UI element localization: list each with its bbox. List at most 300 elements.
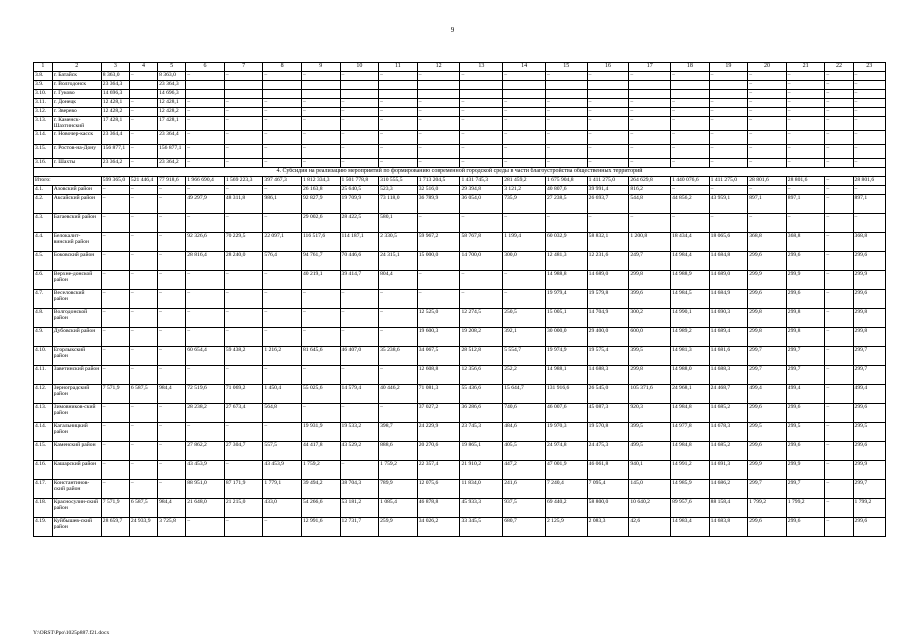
value-cell bbox=[545, 90, 587, 99]
value-cell: – bbox=[379, 99, 418, 108]
value-cell: 14 991,2 bbox=[671, 461, 710, 480]
value-cell: – bbox=[129, 347, 157, 366]
value-cell: 73 118,0 bbox=[379, 195, 418, 214]
value-cell: – bbox=[158, 366, 186, 385]
value-cell: 14 690,3 bbox=[709, 309, 748, 328]
total-value-cell: 1 501 778,8 bbox=[340, 177, 379, 186]
value-cell: 299,9 bbox=[748, 271, 787, 290]
row-number-cell: 4.14. bbox=[34, 423, 53, 442]
value-cell: – bbox=[379, 159, 418, 168]
value-cell: 399,6 bbox=[629, 290, 671, 309]
value-cell: 14 689,4 bbox=[709, 328, 748, 347]
value-cell: 937,5 bbox=[503, 499, 546, 518]
value-cell: – bbox=[158, 252, 186, 271]
value-cell: 7 571,9 bbox=[101, 385, 129, 404]
territory-name-cell: Красносулин-ский район bbox=[52, 499, 101, 518]
column-number-cell: 4 bbox=[129, 63, 157, 72]
total-value-cell: 28 801,6 bbox=[748, 177, 787, 186]
value-cell: 47 001,9 bbox=[545, 461, 587, 480]
value-cell: 87 171,9 bbox=[224, 480, 263, 499]
value-cell: 299,6 bbox=[786, 290, 825, 309]
value-cell: 14 989,2 bbox=[671, 328, 710, 347]
value-cell: – bbox=[224, 159, 263, 168]
value-cell: – bbox=[460, 131, 503, 145]
value-cell: 43 529,2 bbox=[340, 442, 379, 461]
value-cell: – bbox=[786, 214, 825, 233]
value-cell: 156 877,1 bbox=[101, 145, 129, 159]
value-cell: 14 691,3 bbox=[709, 461, 748, 480]
value-cell: 45 087,3 bbox=[587, 404, 629, 423]
value-cell: 36 054,0 bbox=[460, 195, 503, 214]
value-cell: 12 525,0 bbox=[417, 309, 460, 328]
value-cell: – bbox=[158, 347, 186, 366]
column-number-cell: 22 bbox=[825, 63, 853, 72]
value-cell: 11 834,0 bbox=[460, 480, 503, 499]
value-cell: – bbox=[224, 271, 263, 290]
value-cell: – bbox=[709, 186, 748, 195]
value-cell: 15 005,1 bbox=[545, 309, 587, 328]
column-number-cell: 11 bbox=[379, 63, 418, 72]
value-cell: – bbox=[301, 309, 340, 328]
value-cell: – bbox=[671, 131, 710, 145]
value-cell: 40 446,2 bbox=[379, 385, 418, 404]
value-cell: 23 364,2 bbox=[101, 159, 129, 168]
table-row bbox=[34, 159, 886, 168]
section-title: 4. Субсидия на реализацию мероприятий по формированию современной городской среды в части благоустройства общественных территорий bbox=[34, 168, 886, 177]
value-cell: 6 587,5 bbox=[129, 499, 157, 518]
value-cell bbox=[709, 81, 748, 90]
value-cell: – bbox=[503, 72, 546, 81]
value-cell: – bbox=[379, 131, 418, 145]
value-cell bbox=[460, 90, 503, 99]
value-cell: – bbox=[129, 404, 157, 423]
value-cell: – bbox=[545, 145, 587, 159]
value-cell: 36 789,9 bbox=[417, 195, 460, 214]
value-cell: 19 979,4 bbox=[545, 290, 587, 309]
value-cell: – bbox=[158, 271, 186, 290]
value-cell: – bbox=[671, 108, 710, 117]
value-cell: 46 878,8 bbox=[417, 499, 460, 518]
value-cell: 19 579,8 bbox=[587, 290, 629, 309]
value-cell: 28 512,8 bbox=[460, 347, 503, 366]
value-cell bbox=[545, 81, 587, 90]
value-cell: 447,2 bbox=[503, 461, 546, 480]
value-cell: 59 438,2 bbox=[224, 347, 263, 366]
value-cell: – bbox=[853, 117, 885, 131]
value-cell: – bbox=[129, 117, 157, 131]
value-cell: 399,5 bbox=[629, 423, 671, 442]
value-cell: 299,7 bbox=[786, 347, 825, 366]
value-cell: 26 163,8 bbox=[301, 186, 340, 195]
value-cell: – bbox=[853, 131, 885, 145]
row-number-cell: 4.1. bbox=[34, 186, 53, 195]
table-row bbox=[34, 309, 886, 328]
value-cell: 299,5 bbox=[853, 423, 885, 442]
value-cell: 70 446,6 bbox=[340, 252, 379, 271]
column-number-cell: 18 bbox=[671, 63, 710, 72]
value-cell: 43 959,1 bbox=[709, 195, 748, 214]
table-row bbox=[34, 423, 886, 442]
value-cell: 2 125,9 bbox=[545, 518, 587, 537]
value-cell: – bbox=[748, 145, 787, 159]
value-cell: 920,3 bbox=[629, 404, 671, 423]
value-cell: – bbox=[503, 214, 546, 233]
territory-name-cell: Зерноградский район bbox=[52, 385, 101, 404]
value-cell: 299,6 bbox=[853, 404, 885, 423]
value-cell: 14 678,3 bbox=[709, 423, 748, 442]
value-cell: 28 422,5 bbox=[340, 214, 379, 233]
value-cell bbox=[587, 90, 629, 99]
value-cell: 14 988,9 bbox=[671, 271, 710, 290]
table-row bbox=[34, 99, 886, 108]
value-cell: 299,9 bbox=[786, 271, 825, 290]
value-cell: – bbox=[417, 159, 460, 168]
value-cell: 7 240,4 bbox=[545, 480, 587, 499]
value-cell: – bbox=[379, 290, 418, 309]
value-cell: 299,6 bbox=[853, 518, 885, 537]
row-number-cell: 4.19. bbox=[34, 518, 53, 537]
row-number-cell: 4.15. bbox=[34, 442, 53, 461]
value-cell: – bbox=[671, 72, 710, 81]
value-cell bbox=[301, 90, 340, 99]
value-cell: 300,0 bbox=[503, 252, 546, 271]
value-cell: 26 545,0 bbox=[587, 385, 629, 404]
row-number-cell: 4.13. bbox=[34, 404, 53, 423]
territory-name-cell: Верхне-донской район bbox=[52, 271, 101, 290]
value-cell: – bbox=[101, 186, 129, 195]
value-cell: 368,8 bbox=[748, 233, 787, 252]
value-cell: – bbox=[503, 131, 546, 145]
value-cell: – bbox=[748, 99, 787, 108]
value-cell: – bbox=[825, 518, 853, 537]
value-cell: – bbox=[263, 131, 302, 145]
value-cell: – bbox=[129, 72, 157, 81]
column-number-cell: 6 bbox=[186, 63, 225, 72]
value-cell: – bbox=[786, 131, 825, 145]
value-cell: – bbox=[101, 461, 129, 480]
value-cell: – bbox=[129, 366, 157, 385]
value-cell: – bbox=[503, 271, 546, 290]
value-cell: – bbox=[224, 117, 263, 131]
row-number-cell: 3.16. bbox=[34, 159, 53, 168]
value-cell: – bbox=[224, 290, 263, 309]
value-cell: – bbox=[263, 145, 302, 159]
row-number-cell: 3.9. bbox=[34, 81, 53, 90]
column-number-cell: 15 bbox=[545, 63, 587, 72]
value-cell: – bbox=[129, 271, 157, 290]
value-cell: 14 988,1 bbox=[545, 366, 587, 385]
value-cell: – bbox=[709, 117, 748, 131]
territory-name-cell: Волгодонской район bbox=[52, 309, 101, 328]
total-value-cell: 1 411 275,0 bbox=[709, 177, 748, 186]
value-cell bbox=[129, 90, 157, 99]
value-cell: 986,1 bbox=[263, 195, 302, 214]
value-cell: – bbox=[263, 271, 302, 290]
value-cell: 43 453,9 bbox=[263, 461, 302, 480]
value-cell bbox=[224, 90, 263, 99]
value-cell: – bbox=[224, 145, 263, 159]
value-cell: 299,8 bbox=[853, 328, 885, 347]
column-number-cell: 10 bbox=[340, 63, 379, 72]
value-cell: 984,4 bbox=[158, 385, 186, 404]
value-cell: – bbox=[186, 159, 225, 168]
value-cell: – bbox=[825, 480, 853, 499]
value-cell: – bbox=[101, 309, 129, 328]
value-cell: – bbox=[101, 328, 129, 347]
value-cell: 88 158,4 bbox=[709, 499, 748, 518]
value-cell: 7 571,9 bbox=[101, 499, 129, 518]
total-value-cell: 1 812 334,3 bbox=[301, 177, 340, 186]
value-cell: – bbox=[340, 117, 379, 131]
value-cell: – bbox=[379, 404, 418, 423]
value-cell: – bbox=[825, 195, 853, 214]
value-cell: 25 640,5 bbox=[340, 186, 379, 195]
value-cell: – bbox=[101, 404, 129, 423]
value-cell: 14 681,6 bbox=[709, 347, 748, 366]
value-cell: – bbox=[460, 72, 503, 81]
territory-name-cell: Константинов-ский район bbox=[52, 480, 101, 499]
value-cell: 59 967,2 bbox=[417, 233, 460, 252]
value-cell: – bbox=[224, 366, 263, 385]
value-cell bbox=[629, 90, 671, 99]
value-cell: 114 187,1 bbox=[340, 233, 379, 252]
column-number-cell: 13 bbox=[460, 63, 503, 72]
value-cell: 60 654,4 bbox=[186, 347, 225, 366]
value-cell: 14 988,0 bbox=[671, 366, 710, 385]
value-cell: – bbox=[186, 271, 225, 290]
table-row bbox=[34, 252, 886, 271]
value-cell: 131 916,6 bbox=[545, 385, 587, 404]
value-cell: 299,9 bbox=[748, 461, 787, 480]
total-value-cell: 1 966 690,4 bbox=[186, 177, 225, 186]
value-cell: 398,7 bbox=[379, 423, 418, 442]
value-cell: 735,9 bbox=[503, 195, 546, 214]
value-cell: 12 731,7 bbox=[340, 518, 379, 537]
value-cell: 5 554,7 bbox=[503, 347, 546, 366]
value-cell: 14 696,3 bbox=[101, 90, 129, 99]
value-cell: – bbox=[786, 108, 825, 117]
value-cell: – bbox=[825, 499, 853, 518]
value-cell: – bbox=[629, 131, 671, 145]
value-cell: 299,8 bbox=[629, 366, 671, 385]
total-value-cell: 264 629,8 bbox=[629, 177, 671, 186]
value-cell: – bbox=[825, 347, 853, 366]
value-cell: – bbox=[301, 131, 340, 145]
value-cell: 20 270,6 bbox=[417, 442, 460, 461]
value-cell: – bbox=[301, 366, 340, 385]
row-number-cell: 4.18. bbox=[34, 499, 53, 518]
value-cell: – bbox=[825, 404, 853, 423]
value-cell: – bbox=[825, 328, 853, 347]
value-cell: 14 688,3 bbox=[709, 366, 748, 385]
value-cell: 3 121,2 bbox=[503, 186, 546, 195]
value-cell: 12 428,2 bbox=[158, 108, 186, 117]
value-cell: – bbox=[379, 366, 418, 385]
row-number-cell: 3.10. bbox=[34, 90, 53, 99]
value-cell: – bbox=[301, 117, 340, 131]
territory-name-cell: г. Батайск bbox=[52, 72, 101, 81]
value-cell: 499,5 bbox=[629, 442, 671, 461]
value-cell: – bbox=[671, 159, 710, 168]
value-cell: – bbox=[129, 108, 157, 117]
table-row bbox=[34, 385, 886, 404]
value-cell: 105 371,6 bbox=[629, 385, 671, 404]
value-cell: – bbox=[825, 159, 853, 168]
value-cell: 3 725,8 bbox=[158, 518, 186, 537]
value-cell bbox=[186, 90, 225, 99]
column-number-cell: 19 bbox=[709, 63, 748, 72]
value-cell: 984,4 bbox=[158, 499, 186, 518]
value-cell: – bbox=[379, 117, 418, 131]
value-cell: – bbox=[301, 328, 340, 347]
value-cell bbox=[503, 81, 546, 90]
value-cell: – bbox=[224, 423, 263, 442]
value-cell: – bbox=[158, 195, 186, 214]
value-cell: 14 684,9 bbox=[709, 290, 748, 309]
territory-name-cell: Веселовский район bbox=[52, 290, 101, 309]
value-cell: 49 297,9 bbox=[186, 195, 225, 214]
territory-name-cell: г. Каменск-Шахтинский bbox=[52, 117, 101, 131]
value-cell: 32 516,0 bbox=[417, 186, 460, 195]
value-cell: – bbox=[340, 404, 379, 423]
value-cell: – bbox=[301, 404, 340, 423]
value-cell: 299,7 bbox=[748, 347, 787, 366]
table-row bbox=[34, 72, 886, 81]
value-cell bbox=[671, 90, 710, 99]
value-cell: – bbox=[340, 461, 379, 480]
value-cell: – bbox=[460, 99, 503, 108]
value-cell: – bbox=[186, 423, 225, 442]
value-cell: – bbox=[101, 423, 129, 442]
file-path-footer: Y:\ORST\Ppo\1025p887.f21.docx bbox=[33, 630, 110, 636]
value-cell: 34 067,5 bbox=[417, 347, 460, 366]
value-cell: – bbox=[503, 159, 546, 168]
value-cell: 40 807,6 bbox=[545, 186, 587, 195]
value-cell: 259,9 bbox=[379, 518, 418, 537]
value-cell: – bbox=[825, 290, 853, 309]
value-cell: – bbox=[853, 145, 885, 159]
row-number-cell: 3.11. bbox=[34, 99, 53, 108]
column-number-cell: 23 bbox=[853, 63, 885, 72]
value-cell: 12 231,6 bbox=[587, 252, 629, 271]
value-cell: – bbox=[460, 214, 503, 233]
value-cell: – bbox=[340, 366, 379, 385]
value-cell: – bbox=[786, 145, 825, 159]
value-cell bbox=[379, 90, 418, 99]
table-row bbox=[34, 81, 886, 90]
value-cell: 299,6 bbox=[748, 518, 787, 537]
value-cell: – bbox=[629, 108, 671, 117]
value-cell: – bbox=[825, 108, 853, 117]
row-number-cell: 4.17. bbox=[34, 480, 53, 499]
value-cell: – bbox=[340, 309, 379, 328]
value-cell: – bbox=[629, 72, 671, 81]
value-cell: 39 991,4 bbox=[587, 186, 629, 195]
row-number-cell: 4.7. bbox=[34, 290, 53, 309]
value-cell bbox=[417, 90, 460, 99]
value-cell: 46 007,6 bbox=[545, 404, 587, 423]
territory-name-cell: Аксайский район bbox=[52, 195, 101, 214]
value-cell: – bbox=[460, 290, 503, 309]
value-cell: – bbox=[224, 518, 263, 537]
value-cell: 299,6 bbox=[853, 442, 885, 461]
column-number-cell: 17 bbox=[629, 63, 671, 72]
value-cell: – bbox=[101, 347, 129, 366]
value-cell: – bbox=[417, 271, 460, 290]
value-cell: – bbox=[129, 233, 157, 252]
value-cell: – bbox=[825, 145, 853, 159]
value-cell: – bbox=[825, 72, 853, 81]
value-cell: – bbox=[748, 90, 787, 99]
value-cell bbox=[340, 81, 379, 90]
value-cell: 897,1 bbox=[853, 195, 885, 214]
row-number-cell: 3.12. bbox=[34, 108, 53, 117]
value-cell bbox=[709, 90, 748, 99]
value-cell: – bbox=[158, 404, 186, 423]
value-cell: 23 364,4 bbox=[158, 131, 186, 145]
value-cell: 299,8 bbox=[748, 328, 787, 347]
value-cell: – bbox=[301, 72, 340, 81]
value-cell: 789,9 bbox=[379, 480, 418, 499]
value-cell: 1 450,4 bbox=[263, 385, 302, 404]
value-cell: – bbox=[158, 186, 186, 195]
value-cell: 27 238,5 bbox=[545, 195, 587, 214]
value-cell: 557,5 bbox=[263, 442, 302, 461]
territory-name-cell: Егорлыкский район bbox=[52, 347, 101, 366]
value-cell: 1 799,2 bbox=[748, 499, 787, 518]
value-cell: 299,8 bbox=[786, 328, 825, 347]
value-cell: 71 081,3 bbox=[417, 385, 460, 404]
value-cell: – bbox=[825, 81, 853, 90]
value-cell: – bbox=[671, 186, 710, 195]
value-cell: 71 069,2 bbox=[224, 385, 263, 404]
value-cell: 368,8 bbox=[786, 233, 825, 252]
value-cell: 14 981,3 bbox=[671, 347, 710, 366]
territory-name-cell: Азовский район bbox=[52, 186, 101, 195]
value-cell: – bbox=[340, 290, 379, 309]
value-cell: 299,6 bbox=[748, 252, 787, 271]
value-cell: – bbox=[129, 195, 157, 214]
value-cell: 1 759,2 bbox=[301, 461, 340, 480]
value-cell: – bbox=[748, 159, 787, 168]
value-cell: 55 436,6 bbox=[460, 385, 503, 404]
value-cell: 499,4 bbox=[748, 385, 787, 404]
value-cell: – bbox=[417, 214, 460, 233]
value-cell: – bbox=[224, 214, 263, 233]
value-cell: – bbox=[748, 117, 787, 131]
total-value-cell: 77 918,6 bbox=[158, 177, 186, 186]
value-cell: – bbox=[825, 423, 853, 442]
row-number-cell: 4.10. bbox=[34, 347, 53, 366]
value-cell: – bbox=[748, 108, 787, 117]
column-number-cell: 21 bbox=[786, 63, 825, 72]
table-row bbox=[34, 108, 886, 117]
value-cell: 14 688,3 bbox=[587, 366, 629, 385]
value-cell: – bbox=[186, 328, 225, 347]
value-cell: 72 519,6 bbox=[186, 385, 225, 404]
table-row bbox=[34, 271, 886, 290]
value-cell: – bbox=[853, 90, 885, 99]
territory-name-cell: Белокалит-винский район bbox=[52, 233, 101, 252]
value-cell: 299,7 bbox=[786, 480, 825, 499]
value-cell: – bbox=[825, 99, 853, 108]
value-cell: – bbox=[503, 290, 546, 309]
value-cell: 145,0 bbox=[629, 480, 671, 499]
value-cell: 19 575,4 bbox=[587, 347, 629, 366]
value-cell: – bbox=[129, 309, 157, 328]
value-cell: – bbox=[825, 442, 853, 461]
value-cell: – bbox=[263, 214, 302, 233]
